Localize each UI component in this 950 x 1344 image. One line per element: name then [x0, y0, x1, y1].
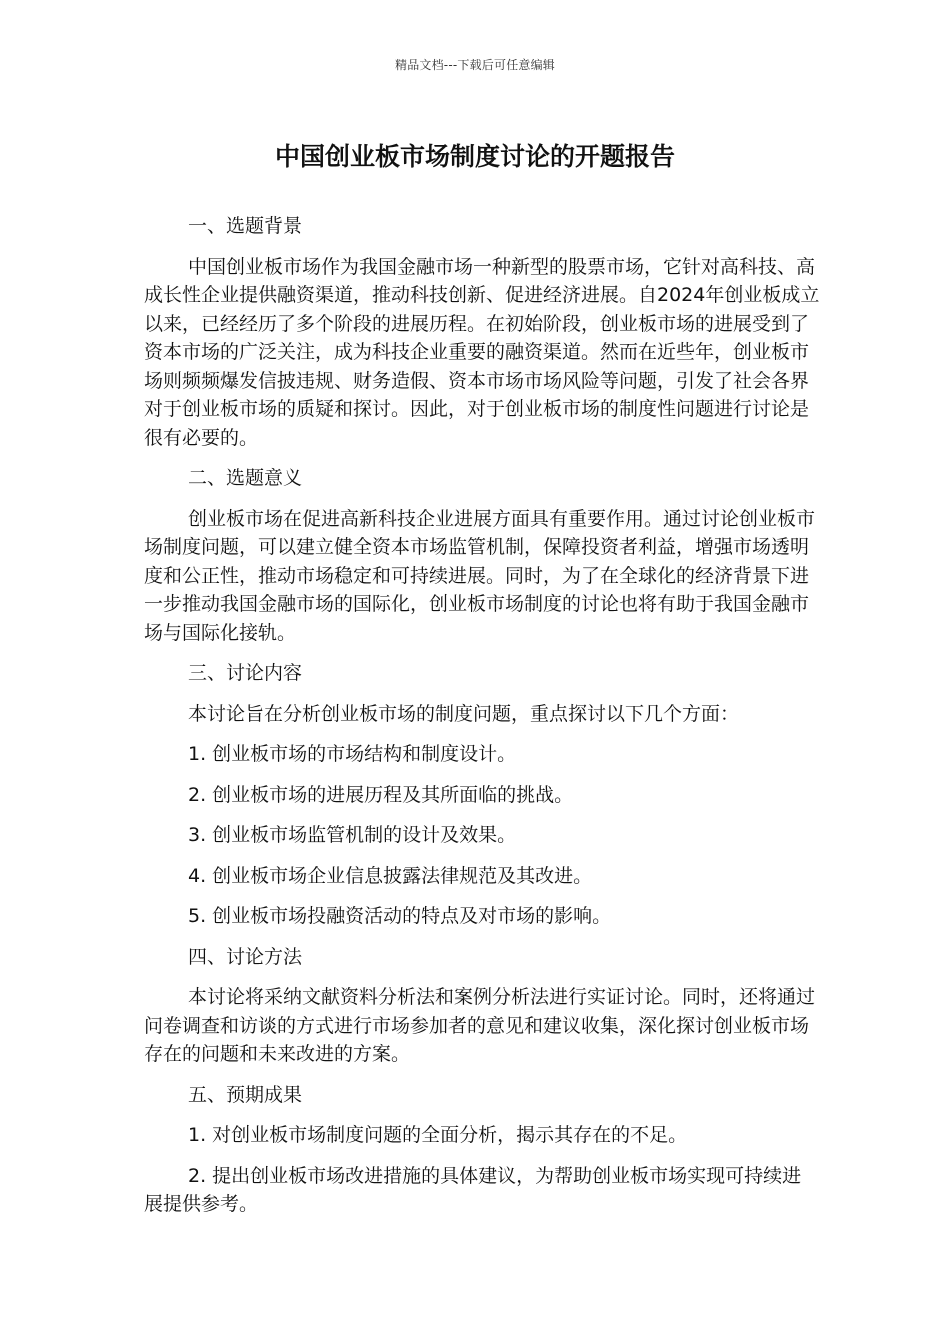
- section-heading-methods: 四、讨论方法: [188, 945, 303, 968]
- document-title: 中国创业板市场制度讨论的开题报告: [274, 142, 675, 171]
- content-list-item: 1. 创业板市场的市场结构和制度设计。: [188, 743, 517, 765]
- section-heading-significance: 二、选题意义: [188, 467, 303, 489]
- significance-paragraph: 创业板市场在促进高新科技企业进展方面具有重要作用。通过讨论创业板市场制度问题，可以建立健全资本市场监管机制，保障投资者利益，增强市场透明度和公正性，推动市场稳定和可持续进展。同时，为了在全球化的经济背景下进一步推动我国金融市场的国际化，创业板市场制度的讨论也将有助于我国金融市场与国际化接轨。: [144, 507, 816, 644]
- content-intro: 本讨论旨在分析创业板市场的制度问题，重点探讨以下几个方面：: [188, 702, 740, 725]
- page-header: 精品文档---下载后可任意编辑: [395, 58, 555, 72]
- section-heading-background: 一、选题背景: [188, 215, 303, 237]
- background-paragraph: 中国创业板市场作为我国金融市场一种新型的股票市场，它针对高科技、高成长性企业提供融资渠道，推动科技创新、促进经济进展。自2024年创业板成立以来，已经经历了多个阶段的进展历程。在初始阶段，创业板市场的进展受到了资本市场的广泛关注，成为科技企业重要的融资渠道。然而在近些年，创业板市场则频频爆发信披违规、财务造假、资本市场市场风险等问题，引发了社会各界对于创业板市场的质疑和探讨。因此，对于创业板市场的制度性问题进行讨论是很有必要的。: [144, 255, 820, 449]
- section-heading-outcomes: 五、预期成果: [188, 1083, 303, 1106]
- document-body: [144, 212, 820, 1231]
- section-heading-content: 三、讨论内容: [188, 662, 303, 684]
- outcome-list-item: 1. 对创业板市场制度问题的全面分析，揭示其存在的不足。: [188, 1124, 688, 1146]
- methods-paragraph: 本讨论将采纳文献资料分析法和案例分析法进行实证讨论。同时，还将通过问卷调查和访谈的方式进行市场参加者的意见和建议收集，深化探讨创业板市场存在的问题和未来改进的方案。: [144, 986, 816, 1065]
- outcome-list-item: 2. 提出创业板市场改进措施的具体建议，为帮助创业板市场实现可持续进展提供参考。: [144, 1164, 802, 1215]
- content-list-item: 5. 创业板市场投融资活动的特点及对市场的影响。: [188, 905, 612, 927]
- content-list-item: 4. 创业板市场企业信息披露法律规范及其改进。: [188, 864, 593, 887]
- content-list-item: 3. 创业板市场监管机制的设计及效果。: [188, 824, 517, 846]
- content-list-item: 2. 创业板市场的进展历程及其所面临的挑战。: [188, 783, 574, 806]
